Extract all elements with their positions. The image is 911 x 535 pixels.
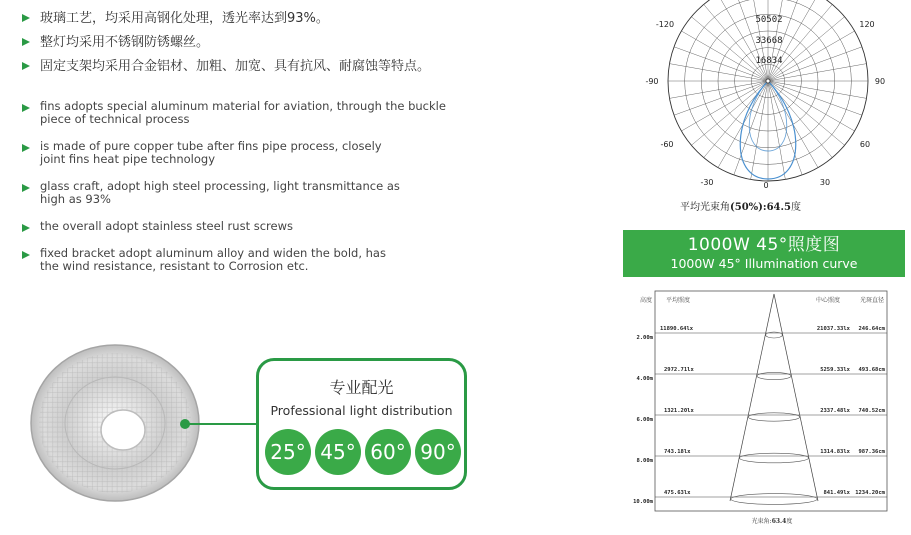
row-avg: 475.63lx [664, 490, 691, 496]
row-center: 21037.33lx [816, 326, 850, 332]
list-item: 玻璃工艺，均采用高钢化处理，透光率达到93%。 [20, 10, 430, 34]
bullet-arrow-icon [22, 224, 30, 232]
feature-list-cn [20, 10, 430, 82]
angle-label: -120 [655, 20, 675, 29]
distribution-title-cn: 专业配光 [329, 378, 394, 397]
row-diameter: 246.64cm [858, 326, 885, 332]
header-diameter: 光斑直径 [860, 297, 885, 304]
list-item: is made of pure copper tube after fins pipe process, closely joint fins heat pipe technology [20, 140, 446, 166]
beam-angle-footer: 光束角:63.4度 [751, 518, 793, 525]
row-height: 10.00m [633, 499, 653, 505]
polar-grid [668, 0, 871, 181]
connector-dot-icon [180, 419, 190, 429]
reflector-image [28, 338, 203, 508]
beam-spot [757, 372, 791, 379]
list-item: 整灯均采用不锈钢防锈螺丝。 [20, 34, 430, 58]
beam-angle-45: 45° [315, 429, 361, 475]
cone-edge [774, 294, 818, 501]
row-diameter: 987.36cm [858, 449, 885, 455]
list-item: glass craft, adopt high steel processing, light transmittance as high as 93% [20, 180, 446, 206]
distribution-title-en: Professional light distribution [270, 403, 453, 418]
list-item: fixed bracket adopt aluminum alloy and widen the bold, has the wind resistance, resistant to Corrosion etc. [20, 247, 446, 273]
polar-center [766, 79, 770, 83]
feature-list-en [20, 100, 446, 287]
illuminance-rows [633, 326, 887, 505]
row-height: 6.00m [636, 417, 653, 423]
list-item: 固定支架均采用合金铝材、加粗、加宽、具有抗风、耐腐蚀等特点。 [20, 58, 430, 82]
beam-spot [740, 453, 809, 463]
bullet-arrow-icon [22, 38, 30, 46]
row-center: 5259.33lx [820, 367, 850, 373]
header-avg: 平均照度 [666, 297, 691, 304]
angle-label: 90 [874, 77, 886, 86]
angle-label: -60 [660, 140, 674, 149]
angle-label: 60 [859, 140, 871, 149]
bullet-arrow-icon [22, 251, 30, 259]
polar-distribution-diagram [635, 0, 905, 198]
angle-label: -90 [645, 77, 659, 86]
beam-angle-caption: 平均光束角(50%):64.5度 [680, 202, 801, 213]
beam-angle-25: 25° [265, 429, 311, 475]
row-diameter: 493.68cm [858, 367, 885, 373]
row-avg: 2972.71lx [664, 367, 694, 373]
row-avg: 743.18lx [664, 449, 691, 455]
angle-label: 120 [859, 20, 875, 29]
chart-frame [655, 291, 887, 511]
bullet-arrow-icon [22, 144, 30, 152]
beam-spot [748, 413, 799, 421]
illumination-banner [623, 230, 905, 277]
header-height: 高度 [639, 297, 653, 304]
row-center: 1314.83lx [820, 449, 850, 455]
illuminance-chart [622, 285, 907, 530]
row-diameter: 1234.20cm [855, 490, 885, 496]
ring-label: 33668 [755, 36, 783, 46]
cone-edge [730, 294, 774, 501]
row-diameter: 740.52cm [858, 408, 885, 414]
bullet-arrow-icon [22, 184, 30, 192]
beam-angle-90: 90° [415, 429, 461, 475]
bullet-arrow-icon [22, 62, 30, 70]
bullet-arrow-icon [22, 14, 30, 22]
light-distribution-box [256, 358, 467, 490]
angle-label: 0 [763, 181, 769, 190]
angle-label: 30 [819, 178, 831, 187]
list-item: fins adopts special aluminum material for aviation, through the buckle piece of technical process [20, 100, 446, 126]
header-center: 中心照度 [816, 297, 841, 304]
bullet-arrow-icon [22, 104, 30, 112]
banner-title-en: 1000W 45° Illumination curve [670, 256, 858, 271]
ring-label: 16834 [755, 56, 783, 66]
row-height: 8.00m [636, 458, 653, 464]
row-height: 2.00m [636, 335, 653, 341]
beam-angle-options [265, 429, 461, 475]
list-item: the overall adopt stainless steel rust screws [20, 220, 446, 233]
row-center: 2337.48lx [820, 408, 850, 414]
row-center: 841.49lx [823, 490, 850, 496]
beam-angle-60: 60° [365, 429, 411, 475]
beam-spot [731, 494, 817, 505]
row-height: 4.00m [636, 376, 653, 382]
beam-cone [730, 294, 818, 504]
connector-line [185, 423, 258, 425]
angle-label: -30 [700, 178, 714, 187]
row-avg: 11890.64lx [660, 326, 694, 332]
banner-title-cn: 1000W 45°照度图 [687, 235, 841, 255]
row-avg: 1321.20lx [664, 408, 694, 414]
ring-label: 50502 [755, 15, 783, 25]
